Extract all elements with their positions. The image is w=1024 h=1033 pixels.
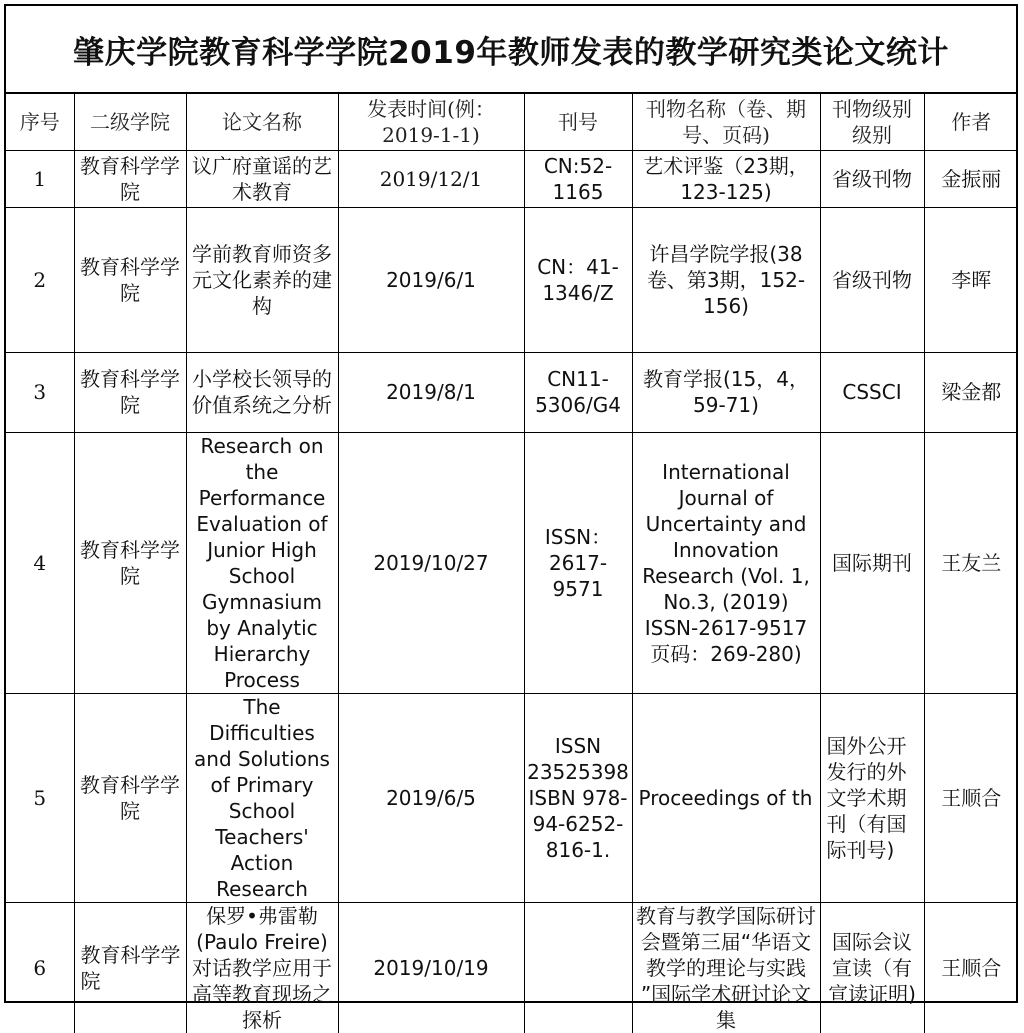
cell-issn: ISSN：2617-9571 xyxy=(524,432,632,693)
cell-issn: CN:52-1165 xyxy=(524,150,632,207)
cell-author: 王友兰 xyxy=(924,432,1018,693)
cell-college: 教育科学学院 xyxy=(74,902,186,1033)
cell-college: 教育科学学院 xyxy=(74,432,186,693)
cell-journal: 许昌学院学报(38卷、第3期，152-156) xyxy=(632,207,820,352)
cell-college: 教育科学学院 xyxy=(74,207,186,352)
cell-date: 2019/12/1 xyxy=(338,150,524,207)
header-date: 发表时间(例：2019-1-1) xyxy=(338,94,524,150)
header-issn: 刊号 xyxy=(524,94,632,150)
cell-paper: 学前教育师资多元文化素养的建构 xyxy=(186,207,338,352)
cell-paper: 议广府童谣的艺术教育 xyxy=(186,150,338,207)
header-author: 作者 xyxy=(924,94,1018,150)
cell-date: 2019/6/5 xyxy=(338,693,524,902)
cell-date: 2019/6/1 xyxy=(338,207,524,352)
cell-no: 5 xyxy=(6,693,74,902)
spreadsheet xyxy=(4,4,1018,1032)
cell-no: 2 xyxy=(6,207,74,352)
cell-issn: ISSN 23525398 ISBN 978-94-6252-816-1. xyxy=(524,693,632,902)
cell-paper: 小学校长领导的价值系统之分析 xyxy=(186,352,338,432)
cell-journal: International Journal of Uncertainty and Innovation Research (Vol. 1, No.3, (2019) ISSN-2617-9517 页码：269-280) xyxy=(632,432,820,693)
header-level: 刊物级别级别 xyxy=(820,94,924,150)
header-college: 二级学院 xyxy=(74,94,186,150)
table-row xyxy=(6,432,1018,693)
cell-no: 3 xyxy=(6,352,74,432)
sheet-title: 肇庆学院教育科学学院2019年教师发表的教学研究类论文统计 xyxy=(6,6,1016,94)
cell-level: 省级刊物 xyxy=(820,150,924,207)
papers-table xyxy=(6,94,1018,1033)
cell-journal: 教育学报(15，4，59-71) xyxy=(632,352,820,432)
cell-date: 2019/10/19 xyxy=(338,902,524,1033)
cell-no: 1 xyxy=(6,150,74,207)
cell-college: 教育科学学院 xyxy=(74,352,186,432)
cell-level: 国际会议宣读（有宣读证明) xyxy=(820,902,924,1033)
cell-level: 国际期刊 xyxy=(820,432,924,693)
cell-date: 2019/10/27 xyxy=(338,432,524,693)
cell-college: 教育科学学院 xyxy=(74,150,186,207)
header-row xyxy=(6,94,1018,150)
header-paper: 论文名称 xyxy=(186,94,338,150)
cell-no: 4 xyxy=(6,432,74,693)
cell-level: CSSCI xyxy=(820,352,924,432)
cell-paper: Research on the Performance Evaluation of Junior High School Gymnasium by Analytic Hierarchy Process xyxy=(186,432,338,693)
cell-author: 王顺合 xyxy=(924,693,1018,902)
cell-author: 金振丽 xyxy=(924,150,1018,207)
cell-date: 2019/8/1 xyxy=(338,352,524,432)
cell-paper: 保罗•弗雷勒(Paulo Freire)对话教学应用于高等教育现场之探析 xyxy=(186,902,338,1033)
header-journal: 刊物名称（卷、期号、页码) xyxy=(632,94,820,150)
table-row xyxy=(6,693,1018,902)
cell-issn: CN：41-1346/Z xyxy=(524,207,632,352)
cell-college: 教育科学学院 xyxy=(74,693,186,902)
table-row xyxy=(6,352,1018,432)
cell-journal: 教育与教学国际研讨会暨第三届“华语文教学的理论与实践 ”国际学术研讨论文集 xyxy=(632,902,820,1033)
table-row xyxy=(6,150,1018,207)
cell-journal: 艺术评鉴（23期，123-125) xyxy=(632,150,820,207)
cell-journal: Proceedings of th xyxy=(632,693,820,902)
table-row xyxy=(6,207,1018,352)
header-no: 序号 xyxy=(6,94,74,150)
cell-no: 6 xyxy=(6,902,74,1033)
table-row xyxy=(6,902,1018,1033)
cell-author: 梁金都 xyxy=(924,352,1018,432)
cell-level: 国外公开发行的外文学术期刊（有国际刊号) xyxy=(820,693,924,902)
cell-author: 李晖 xyxy=(924,207,1018,352)
cell-paper: The Difficulties and Solutions of Primary School Teachers' Action Research xyxy=(186,693,338,902)
cell-issn: CN11-5306/G4 xyxy=(524,352,632,432)
cell-level: 省级刊物 xyxy=(820,207,924,352)
cell-author: 王顺合 xyxy=(924,902,1018,1033)
cell-issn xyxy=(524,902,632,1033)
